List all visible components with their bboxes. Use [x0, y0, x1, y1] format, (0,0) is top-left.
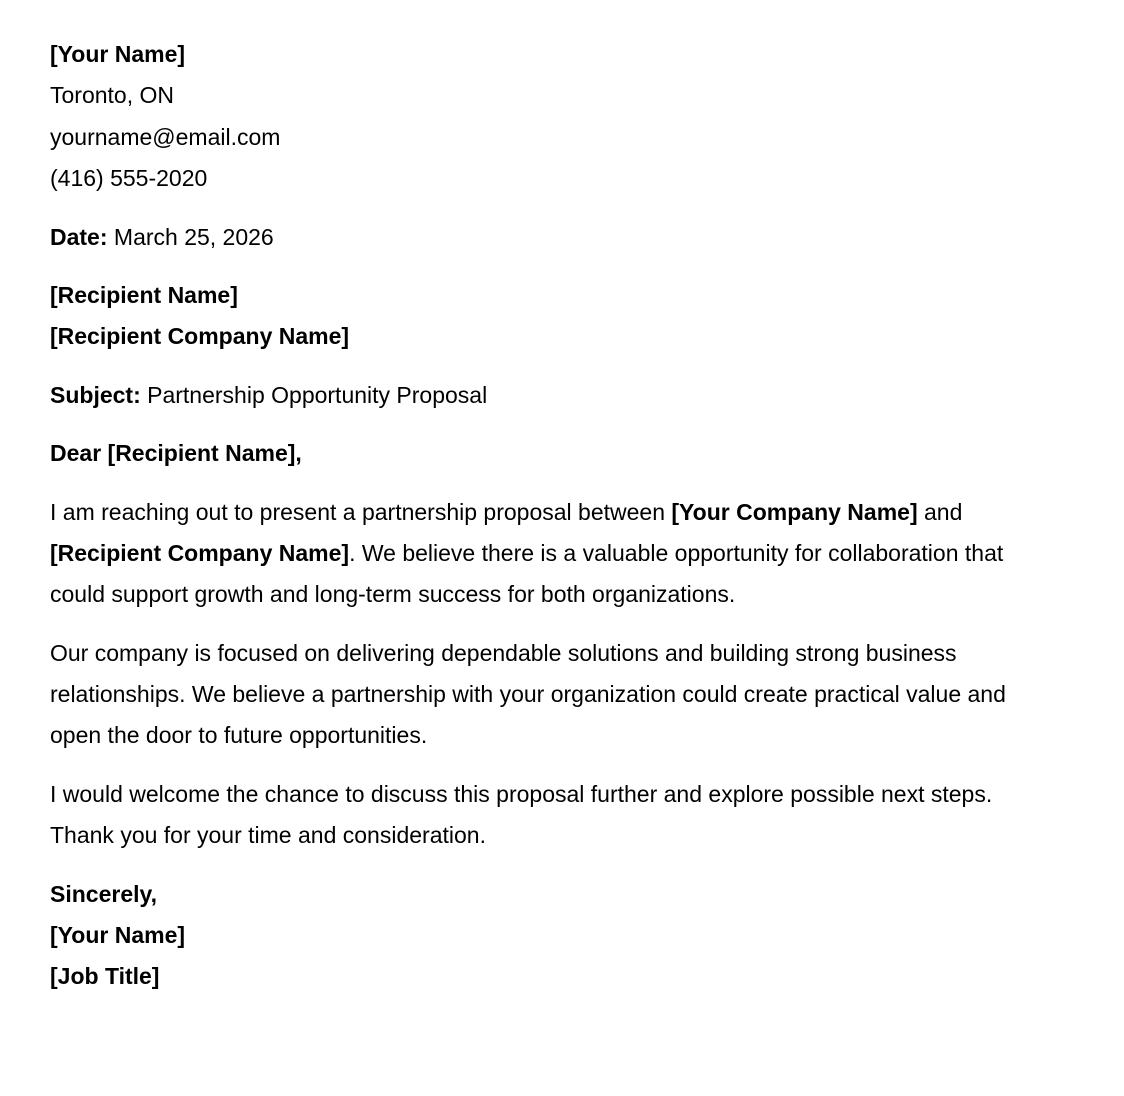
date-line — [50, 217, 1054, 258]
sender-location: Toronto, ON — [50, 82, 174, 109]
paragraph-1-text-mid: and — [917, 498, 963, 525]
subject-line — [50, 375, 1054, 416]
date-label: Date: — [50, 223, 108, 250]
paragraph-1-text-start: I am reaching out to present a partnership proposal between — [50, 498, 672, 525]
closing-signoff: Sincerely, — [50, 880, 157, 907]
subject-label: Subject: — [50, 381, 141, 408]
body-paragraph-3: I would welcome the chance to discuss this proposal further and explore possible next steps. Thank you for your time and consideration. — [50, 780, 993, 849]
body-paragraph-2: Our company is focused on delivering dependable solutions and building strong business relationships. We believe a partnership with your organization could create practical value and open the door to future opportunities. — [50, 639, 1006, 749]
recipient-name-placeholder: [Recipient Name] — [50, 281, 238, 308]
closing-block — [50, 874, 1054, 998]
recipient-company-placeholder: [Recipient Company Name] — [50, 323, 350, 350]
sender-name-placeholder: [Your Name] — [50, 41, 186, 67]
your-company-placeholder: [Your Company Name] — [671, 498, 918, 525]
subject-value: Partnership Opportunity Proposal — [147, 381, 488, 408]
paragraph-1-text-end: . We believe there is a valuable opportunity for collaboration that could support growth and long-term success for both organizations. — [50, 539, 1004, 608]
closing-job-title-placeholder: [Job Title] — [50, 963, 160, 990]
recipient-company-inline-placeholder: [Recipient Company Name] — [50, 539, 350, 566]
sender-phone: (416) 555-2020 — [50, 165, 208, 192]
sender-email: yourname@email.com — [50, 123, 281, 150]
recipient-block — [50, 275, 1054, 358]
closing-name-placeholder: [Your Name] — [50, 922, 186, 949]
body-paragraph-1 — [50, 492, 1054, 616]
date-value: March 25, 2026 — [113, 223, 274, 250]
salutation: Dear [Recipient Name], — [50, 440, 302, 467]
sender-block — [50, 34, 1054, 200]
